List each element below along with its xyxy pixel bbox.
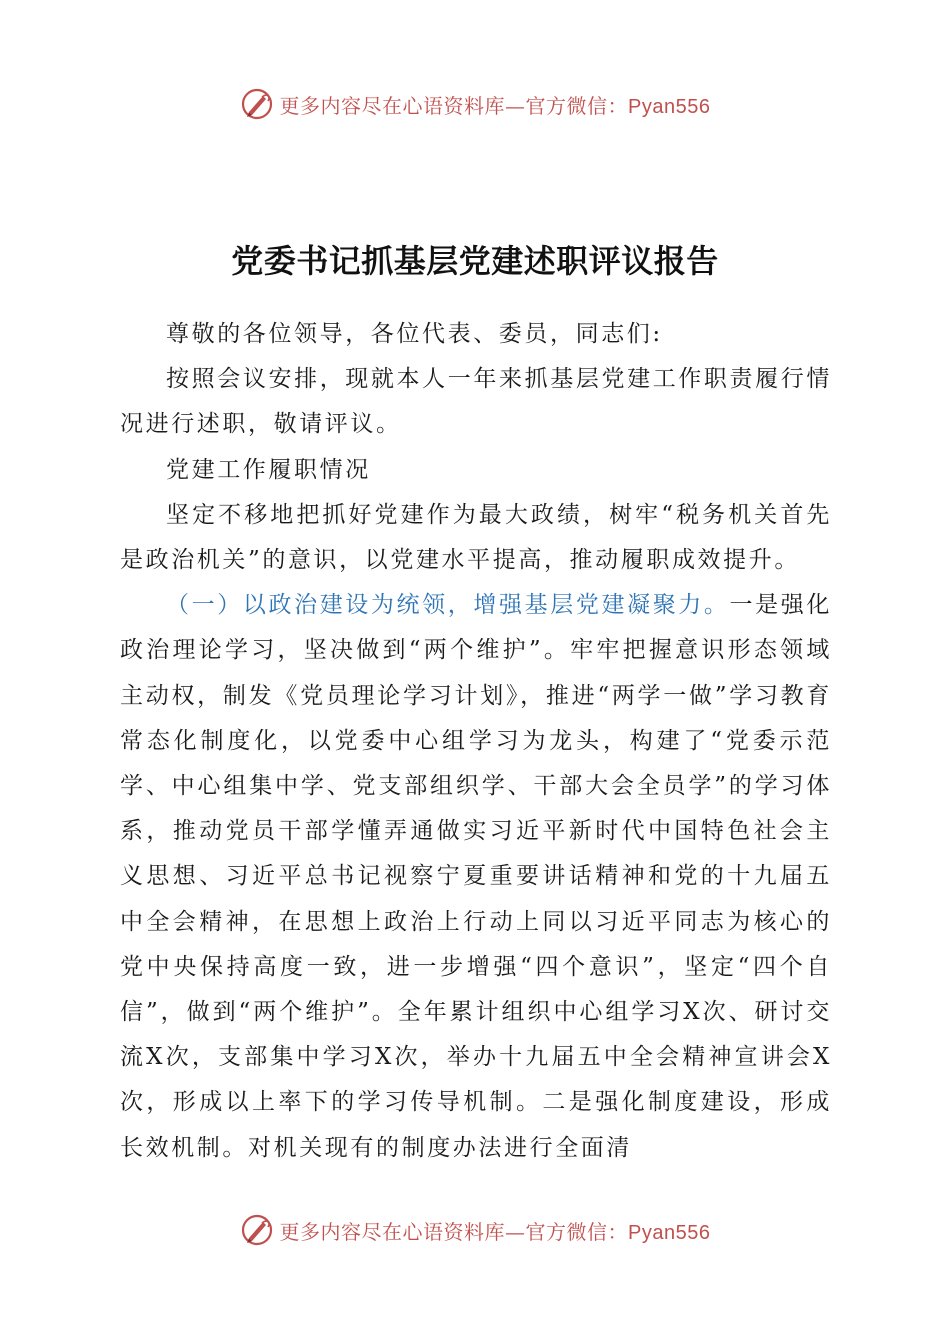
intro-paragraph: 按照会议安排，现就本人一年来抓基层党建工作职责履行情况进行述职，敬请评议。	[120, 366, 832, 438]
salutation: 尊敬的各位领导，各位代表、委员，同志们:	[166, 321, 663, 347]
item1-body: 一是强化政治理论学习，坚决做到“两个维护”。牢牢把握意识形态领域主动权，制发《党员理论学习计划》，推进“两学一做”学习教育常态化制度化，以党委中心组学习为龙头，构建了“党委示范学、中心组集中学、党支部组织学、干部大会全员学”的学习体系，推动党员干部学懂弄通做实习近平新时代中国特色社会主义思想、习近平总书记视察宁夏重要讲话精神和党的十九届五中全会精神，在思想上政治上行动上同以习近平同志为核心的党中央保持高度一致，进一步增强“四个意识”，坚定“四个自信”，做到“两个维护”。全年累计组织中心组学习X次、研讨交流X次，支部集中学习X次，举办十九届五中全会精神宣讲会X次，形成以上率下的学习传导机制。二是强化制度建设，形成长效机制。对机关现有的制度办法进行全面清	[120, 592, 832, 1161]
watermark-header	[0, 84, 950, 124]
section-summary: 坚定不移地把抓好党建作为最大政绩，树牢“税务机关首先是政治机关”的意识，以党建水平提高，推动履职成效提升。	[120, 501, 832, 574]
document-title: 党委书记抓基层党建述职评议报告	[231, 242, 719, 280]
item1-paragraph	[120, 583, 832, 1171]
watermark-text	[280, 1216, 711, 1245]
watermark-label: 更多内容尽在心语资料库—官方微信：	[279, 93, 629, 118]
watermark-label: 更多内容尽在心语资料库—官方微信：	[279, 1219, 629, 1244]
pen-logo-icon	[240, 87, 274, 121]
watermark-text	[280, 90, 711, 119]
pen-logo-icon	[240, 1213, 274, 1247]
watermark-wechat-id: Pyan556	[628, 1221, 711, 1244]
document-body	[120, 312, 832, 1171]
watermark-wechat-id: Pyan556	[628, 95, 711, 118]
section-heading: 党建工作履职情况	[166, 456, 371, 483]
item1-heading: （一）以政治建设为统领，增强基层党建凝聚力。	[166, 592, 730, 619]
watermark-footer	[0, 1210, 950, 1250]
